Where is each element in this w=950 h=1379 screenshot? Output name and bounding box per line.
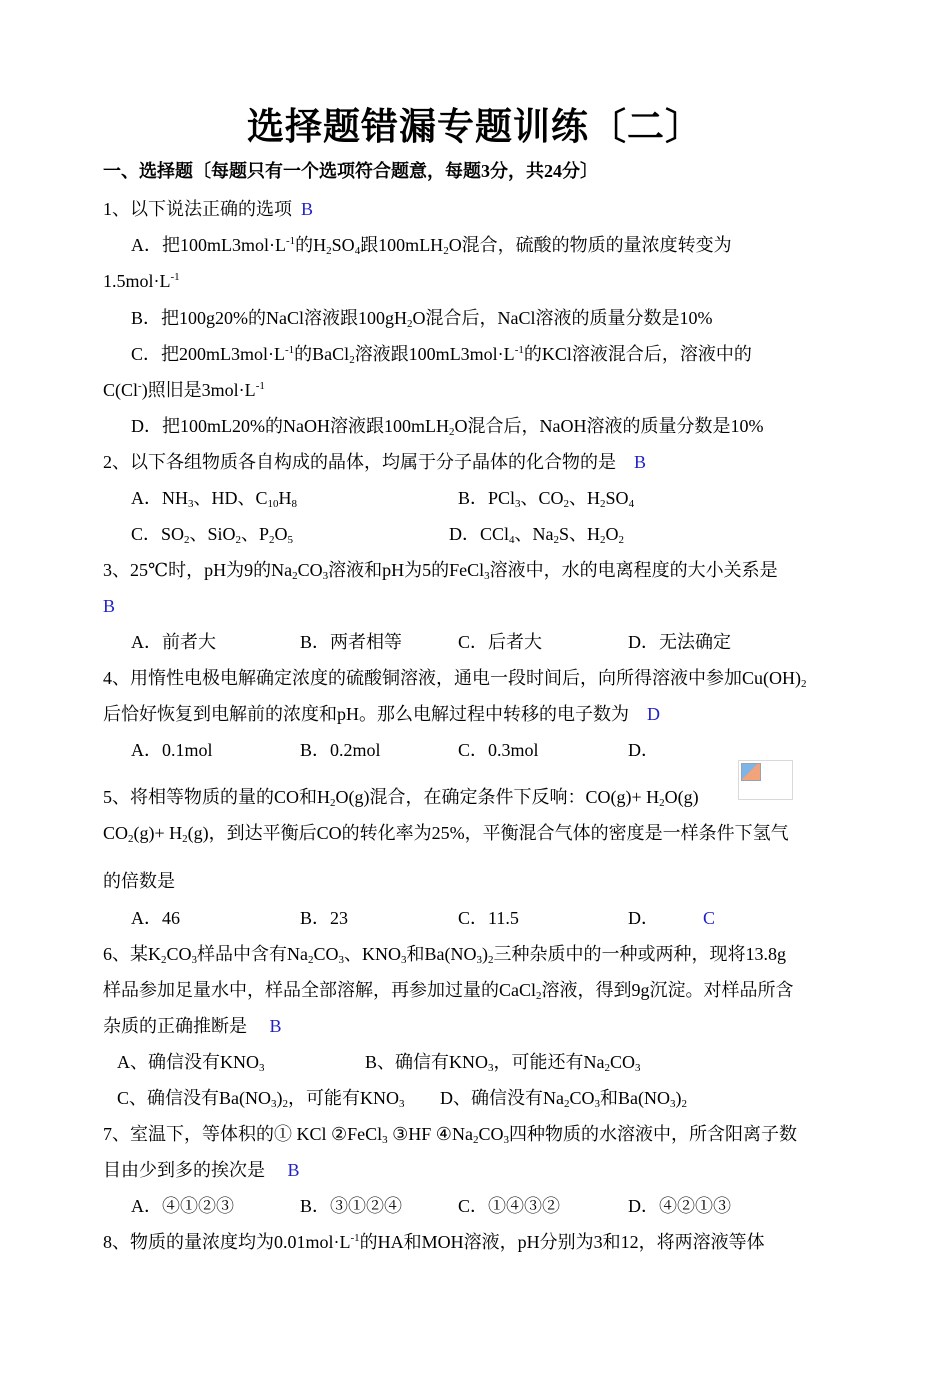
question-1-option-b: B．把100g20%的NaCl溶液跟$100gH_2O$混合后，NaCl溶液的质量分数是10%	[131, 308, 713, 330]
question-5-stem-cont: $CO_2(g)+ H_2(g)$，到达平衡后CO的转化率为25%，平衡混合气体的密度是一样条件下氢气	[103, 823, 789, 845]
question-4-stem: 4、用惰性电极电解确定浓度的硫酸铜溶液，通电一段时间后，向所得溶液中参加$Cu(OH)_2$	[103, 668, 807, 690]
question-5-stem: 5、将相等物质的量的CO和$H_2O(g)$混合，在确定条件下反响：$CO(g)+ H_2O(g)$	[103, 787, 699, 809]
question-7-answer: B	[287, 1160, 300, 1180]
question-2-option-b: B．PCl$_3$、$CO_2$、$H_2SO_4$	[458, 488, 635, 510]
question-2-stem: 2、以下各组物质各自构成的晶体，均属于分子晶体的化合物的是 B	[103, 452, 647, 472]
question-4-option-a: A．0.1mol	[131, 740, 213, 760]
question-4-answer: D	[647, 704, 660, 724]
question-1-option-c: C．把$200mL3mol\cdot L^{-1}$的BaCl$_2$溶液跟$100mL3mol\cdot L^{-1}$的KCl溶液混合后，溶液中的	[131, 344, 752, 366]
section-heading: 一、选择题〔每题只有一个选项符合题意，每题3分，共24分〕	[103, 161, 598, 181]
question-6-option-b: B、确信有$KNO_3$，可能还有$Na_2CO_3$	[365, 1052, 641, 1074]
question-7-option-a: A．④①②③	[131, 1196, 234, 1216]
question-2-option-a: A．$NH_3$、HD、$C_{10}H_8$	[131, 488, 298, 510]
question-5-stem-cont2: 的倍数是	[103, 871, 175, 891]
question-6-stem: 6、某$K_2CO_3$样品中含有$Na_2CO_3$、$KNO_3$和$Ba(NO_3)_2$三种杂质中的一种或两种，现将13.8g	[103, 944, 787, 966]
question-5-option-b: B．23	[300, 908, 349, 928]
question-1-stem: 1、以下说法正确的选项 B	[103, 199, 314, 219]
question-5-option-d: D．	[628, 908, 659, 928]
question-1-option-a-cont: $1.5mol\cdot L^{-1}$	[103, 271, 180, 291]
question-3-option-b: B．两者相等	[300, 632, 403, 652]
question-4-option-c: C．0.3mol	[458, 740, 539, 760]
question-1-answer: B	[301, 199, 314, 219]
question-2-option-d: D．CCl$_4$、$Na_2S$、$H_2O_2$	[449, 524, 625, 546]
question-3-stem: 3、25℃时，pH为9的$Na_2CO_3$溶液和pH为5的FeCl$_3$溶液中，水的电离程度的大小关系是	[103, 560, 778, 582]
question-2-option-c: C．$SO_2$、SiO$_2$、$P_2O_5$	[131, 524, 294, 546]
question-2-answer: B	[634, 452, 647, 472]
question-3-answer: B	[103, 596, 116, 616]
question-7-option-b: B．③①②④	[300, 1196, 403, 1216]
question-6-stem-cont: 样品参加足量水中，样品全部溶解，再参加过量的CaCl$_2$溶液，得到9g沉淀。对样品所含	[103, 980, 794, 1002]
question-4-option-d: D．	[628, 740, 659, 760]
document-title: 选择题错漏专题训练〔二〕	[247, 107, 703, 148]
question-5-option-a: A．46	[131, 908, 180, 928]
question-4-stem-cont: 后恰好恢复到电解前的浓度和pH。那么电解过程中转移的电子数为 D	[103, 704, 660, 724]
question-3-option-d: D．无法确定	[628, 632, 731, 652]
question-6-option-a: A、确信没有$KNO_3$	[117, 1052, 265, 1074]
question-4-option-b: B．0.2mol	[300, 740, 381, 760]
question-8-stem: 8、物质的量浓度均为$0.01mol\cdot L^{-1}$的HA和MOH溶液，pH分别为3和12，将两溶液等体	[103, 1232, 765, 1252]
question-7-stem: 7、室温下，等体积的① KCl ②FeCl$_3$ ③HF $④Na_2CO_3$四种物质的水溶液中，所含阳离子数	[103, 1124, 797, 1146]
question-1-option-d: D．把100mL20%的NaOH溶液跟100mLH$_2$O混合后，NaOH溶液的质量分数是10%	[131, 416, 764, 438]
question-1-option-a: A．把$100mL3mol\cdot L^{-1}$的$H_2SO_4$跟100mLH$_2$O混合，硫酸的物质的量浓度转变为	[131, 235, 732, 257]
question-1-option-c-cont: C(Cl-)照旧是$3mol\cdot L^{-1}$	[103, 380, 265, 400]
broken-image-icon	[738, 760, 793, 800]
question-7-option-c: C．①④③②	[458, 1196, 561, 1216]
question-6-option-c: C、确信没有$Ba(NO_3)_2$，可能有$KNO_3$	[117, 1088, 405, 1110]
question-7-option-d: D．④②①③	[628, 1196, 731, 1216]
question-5-answer: C	[703, 908, 716, 928]
question-7-stem-cont: 目由少到多的挨次是 B	[103, 1160, 300, 1180]
question-3-option-a: A．前者大	[131, 632, 216, 652]
question-6-answer: B	[269, 1016, 282, 1036]
question-6-stem-cont2: 杂质的正确推断是 B	[103, 1016, 282, 1036]
question-5-option-c: C．11.5	[458, 908, 519, 928]
question-3-option-c: C．后者大	[458, 632, 543, 652]
question-6-option-d: D、确信没有$Na_2CO_3$和$Ba(NO_3)_2$	[440, 1088, 688, 1110]
